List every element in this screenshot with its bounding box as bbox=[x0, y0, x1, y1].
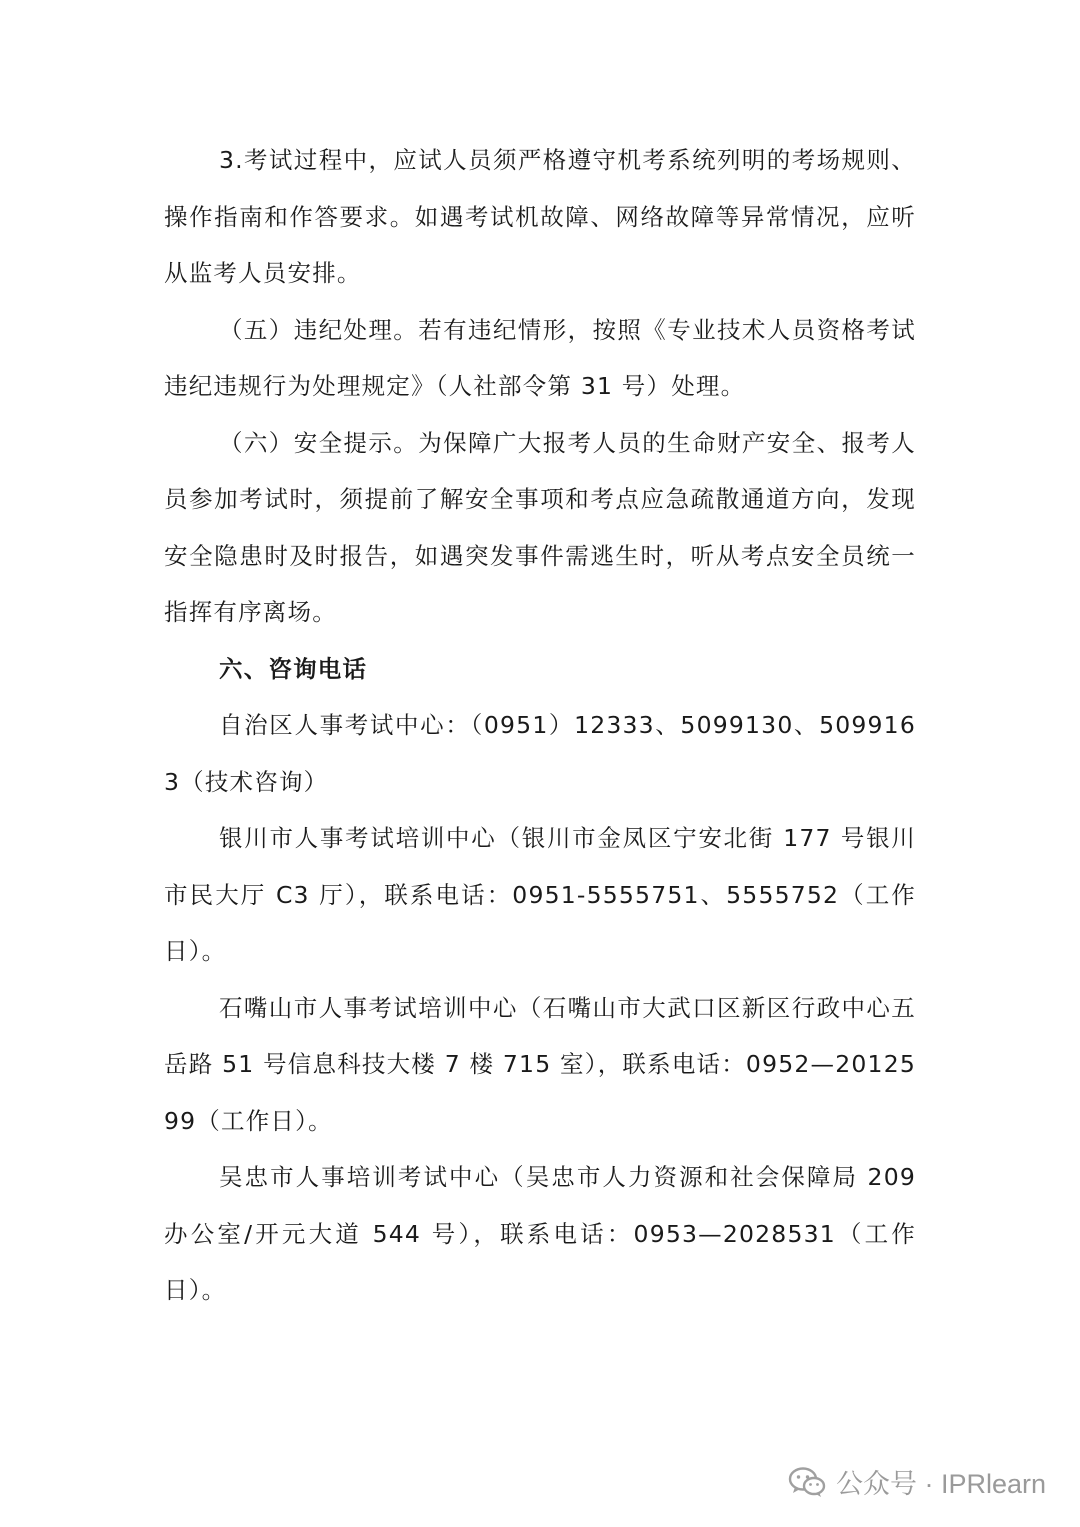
contact-yinchuan: 银川市人事考试培训中心（银川市金凤区宁安北街 177 号银川市民大厅 C3 厅），联系电话：0951-5555751、5555752（工作日）。 bbox=[164, 824, 916, 965]
paragraph-safety: （六）安全提示。为保障广大报考人员的生命财产安全、报考人员参加考试时，须提前了解安全事项和考点应急疏散通道方向，发现安全隐患时及时报告，如遇突发事件需逃生时，听从考点安全员统一指挥有序离场。 bbox=[164, 428, 916, 626]
contact-regional-center: 自治区人事考试中心：（0951）12333、5099130、5099163（技术咨询） bbox=[164, 711, 916, 796]
contact-shizuishan: 石嘴山市人事考试培训中心（石嘴山市大武口区新区行政中心五岳路 51 号信息科技大楼 7 楼 715 室），联系电话：0952—2012599（工作日）。 bbox=[164, 993, 916, 1135]
document-body bbox=[164, 132, 916, 1319]
heading-consult-phone: 六、咨询电话 bbox=[219, 654, 368, 683]
wechat-icon bbox=[788, 1466, 826, 1498]
watermark bbox=[788, 1462, 1046, 1501]
watermark-text: 公众号 · IPRlearn bbox=[835, 1469, 1046, 1499]
paragraph-exam-rules: 3.考试过程中，应试人员须严格遵守机考系统列明的考场规则、操作指南和作答要求。如遇考试机故障、网络故障等异常情况，应听从监考人员安排。 bbox=[164, 146, 916, 287]
paragraph-discipline: （五）违纪处理。若有违纪情形，按照《专业技术人员资格考试违纪违规行为处理规定》（人社部令第 31 号）处理。 bbox=[164, 315, 916, 400]
contact-wuzhong: 吴忠市人事培训考试中心（吴忠市人力资源和社会保障局 209 办公室/开元大道 544 号），联系电话：0953—2028531（工作日）。 bbox=[164, 1163, 916, 1304]
